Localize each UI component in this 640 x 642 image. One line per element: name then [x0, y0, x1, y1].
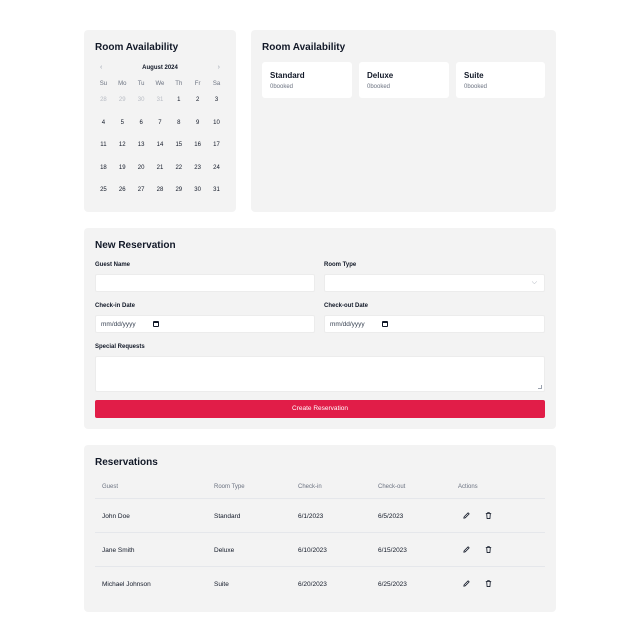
special-requests-label: Special Requests — [95, 344, 145, 350]
calendar-nav — [84, 64, 236, 74]
calendar-day[interactable]: 12 — [118, 142, 126, 148]
column-header-room-type: Room Type — [214, 484, 245, 490]
calendar-week-row — [94, 97, 226, 120]
check-out-cell: 6/5/2023 — [378, 513, 404, 520]
delete-icon[interactable] — [484, 579, 493, 588]
new-reservation-title: New Reservation — [95, 240, 176, 251]
weekday-label: We — [155, 81, 165, 87]
checkin-date-label: Check-in Date — [95, 303, 136, 309]
calendar-day[interactable]: 9 — [195, 119, 200, 126]
checkout-date-value: mm/dd/yyyy — [330, 321, 365, 328]
room-booked-count: 0booked — [270, 84, 294, 90]
calendar-icon[interactable] — [382, 321, 388, 327]
calendar-week-row — [94, 165, 226, 188]
calendar-weekday-row — [94, 81, 226, 97]
delete-icon[interactable] — [484, 511, 493, 520]
checkout-date-input[interactable] — [324, 315, 545, 333]
chevron-down-icon: ⌵ — [531, 279, 537, 286]
create-reservation-button[interactable]: Create Reservation — [95, 400, 545, 418]
calendar-day[interactable]: 2 — [195, 97, 200, 103]
calendar-day[interactable]: 15 — [175, 142, 183, 148]
checkout-date-label: Check-out Date — [324, 303, 369, 309]
calendar-day[interactable]: 13 — [137, 142, 145, 148]
room-type-cell: Deluxe — [214, 547, 235, 554]
calendar-day[interactable]: 8 — [177, 119, 181, 126]
calendar-day[interactable]: 3 — [214, 97, 219, 103]
room-booked-count: 0booked — [464, 84, 488, 90]
calendar-day[interactable]: 28 — [100, 97, 107, 103]
column-header-actions: Actions — [458, 484, 478, 490]
guest-name-label: Guest Name — [95, 262, 131, 268]
calendar-day[interactable]: 5 — [120, 119, 124, 126]
room-name: Standard — [270, 71, 305, 80]
room-type-label: Room Type — [324, 262, 357, 268]
chevron-right-icon[interactable]: › — [217, 64, 220, 71]
reservations-card — [84, 445, 556, 612]
calendar-week-row — [94, 120, 226, 143]
room-type-cell: Suite — [214, 581, 229, 588]
calendar-day[interactable]: 4 — [101, 119, 106, 126]
calendar-day[interactable]: 22 — [175, 164, 183, 171]
check-out-cell: 6/15/2023 — [378, 547, 407, 554]
room-card-standard — [262, 62, 352, 98]
calendar-day[interactable]: 18 — [100, 164, 107, 171]
edit-icon[interactable] — [462, 579, 471, 588]
calendar-day[interactable]: 24 — [213, 164, 220, 171]
calendar-week-row — [94, 187, 226, 210]
calendar-day[interactable]: 29 — [118, 97, 126, 103]
calendar-day[interactable]: 31 — [156, 97, 164, 103]
check-in-cell: 6/20/2023 — [298, 581, 327, 588]
room-name: Deluxe — [367, 71, 394, 80]
calendar-day[interactable]: 21 — [156, 164, 164, 171]
room-type-select[interactable] — [324, 274, 545, 292]
calendar-day[interactable]: 28 — [156, 187, 164, 193]
weekday-label: Fr — [194, 81, 201, 87]
calendar-day[interactable]: 10 — [213, 119, 220, 126]
column-header-guest: Guest — [102, 484, 119, 490]
check-in-cell: 6/10/2023 — [298, 547, 327, 554]
calendar-day[interactable]: 31 — [213, 187, 220, 193]
delete-icon[interactable] — [484, 545, 493, 554]
calendar-day[interactable]: 17 — [213, 142, 220, 148]
calendar-day[interactable]: 23 — [194, 164, 201, 171]
table-row — [95, 567, 545, 601]
edit-icon[interactable] — [462, 545, 471, 554]
calendar-day[interactable]: 27 — [137, 187, 145, 193]
weekday-label: Sa — [212, 81, 221, 87]
calendar-day[interactable]: 11 — [100, 142, 107, 148]
edit-icon[interactable] — [462, 511, 471, 520]
room-card-suite — [456, 62, 545, 98]
weekday-label: Su — [99, 81, 108, 87]
weekday-label: Mo — [118, 81, 127, 87]
checkin-date-value: mm/dd/yyyy — [101, 321, 136, 328]
calendar-week-row — [94, 142, 226, 165]
calendar-card — [84, 30, 236, 212]
reservations-table — [95, 478, 545, 601]
reservations-title: Reservations — [95, 457, 158, 468]
new-reservation-card — [84, 228, 556, 429]
table-header-row — [95, 478, 545, 499]
special-requests-textarea[interactable] — [95, 356, 545, 392]
calendar-day[interactable]: 29 — [175, 187, 183, 193]
room-availability-title: Room Availability — [262, 42, 346, 53]
room-availability-card — [251, 30, 556, 212]
room-booked-count: 0booked — [367, 84, 391, 90]
guest-cell: Michael Johnson — [102, 581, 151, 588]
calendar-icon[interactable] — [153, 321, 159, 327]
calendar-day[interactable]: 30 — [194, 187, 201, 193]
chevron-left-icon[interactable]: ‹ — [100, 64, 103, 71]
room-type-cell: Standard — [214, 513, 241, 520]
calendar-day[interactable]: 19 — [118, 164, 126, 171]
column-header-check-out: Check-out — [378, 484, 406, 490]
room-name: Suite — [464, 71, 484, 80]
column-header-check-in: Check-in — [298, 484, 322, 490]
calendar-day[interactable]: 30 — [137, 97, 145, 103]
room-card-deluxe — [359, 62, 449, 98]
check-out-cell: 6/25/2023 — [378, 581, 407, 588]
guest-cell: John Doe — [102, 513, 130, 520]
weekday-label: Th — [175, 81, 183, 87]
calendar-day[interactable]: 20 — [137, 164, 145, 171]
table-row — [95, 499, 545, 533]
calendar-day[interactable]: 14 — [156, 142, 164, 148]
check-in-cell: 6/1/2023 — [298, 513, 324, 520]
guest-name-input[interactable] — [95, 274, 315, 292]
checkin-date-input[interactable] — [95, 315, 315, 333]
table-row — [95, 533, 545, 567]
calendar-title: Room Availability — [95, 42, 179, 53]
calendar-day[interactable]: 16 — [194, 142, 201, 148]
calendar-grid — [94, 81, 226, 210]
calendar-month-label: August 2024 — [142, 65, 178, 71]
calendar-day[interactable]: 25 — [100, 187, 107, 193]
calendar-day[interactable]: 6 — [139, 119, 143, 126]
guest-cell: Jane Smith — [102, 547, 135, 554]
resize-handle-icon[interactable] — [538, 385, 542, 389]
calendar-day[interactable]: 7 — [158, 119, 162, 126]
calendar-day[interactable]: 26 — [118, 187, 126, 193]
calendar-day[interactable]: 1 — [177, 97, 181, 103]
weekday-label: Tu — [137, 81, 145, 87]
